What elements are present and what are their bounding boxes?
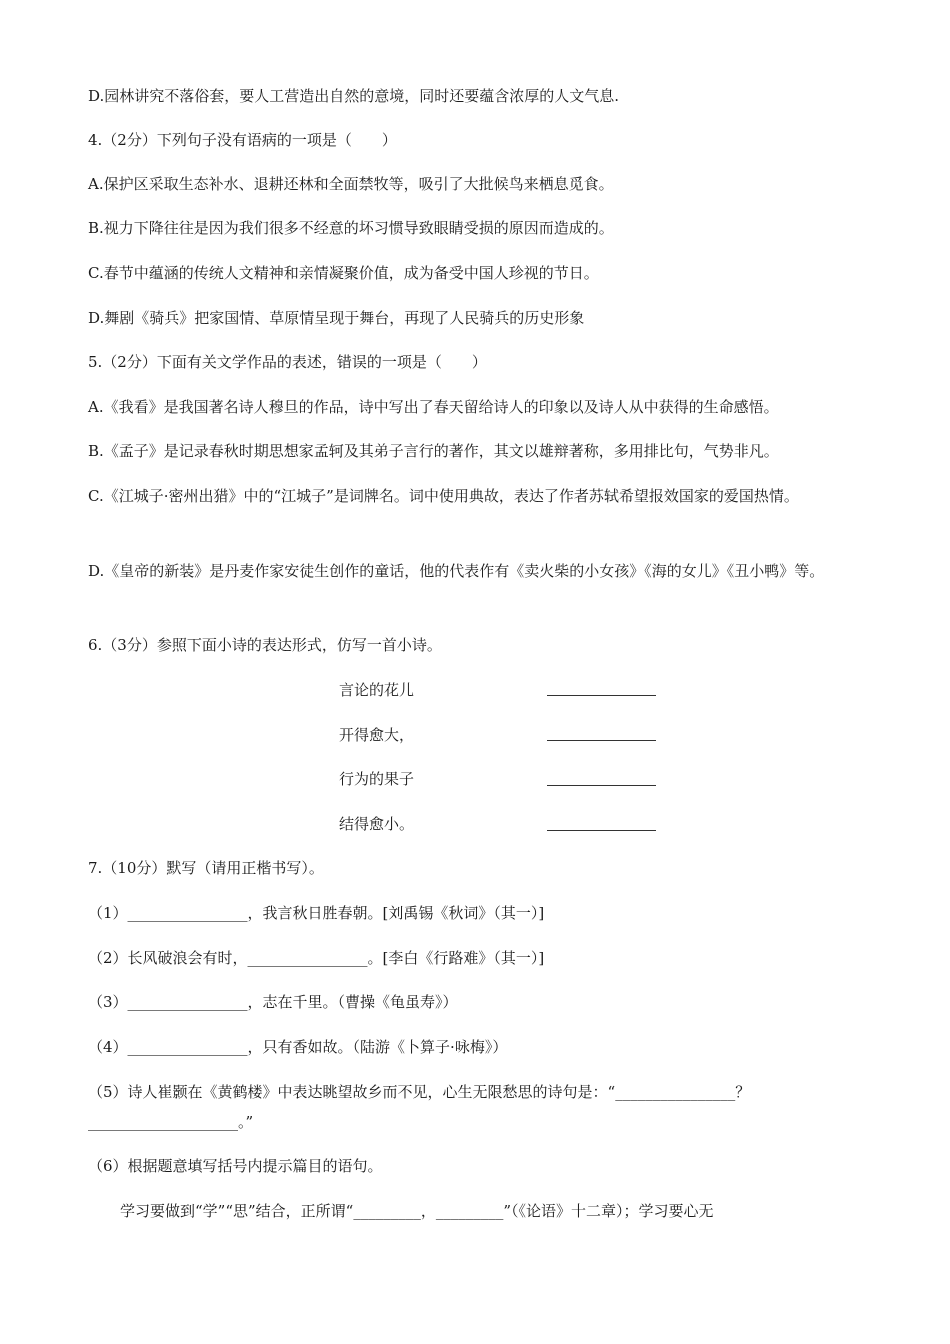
question-7-item-6: （6）根据题意填写括号内提示篇目的语句。 xyxy=(88,1157,383,1175)
poem-answer-blank-1[interactable] xyxy=(547,694,656,696)
poem-line-1: 言论的花儿 xyxy=(339,681,415,699)
question-5-option-b: B.《孟子》是记录春秋时期思想家孟轲及其弟子言行的著作，其文以雄辩著称，多用排比句，气势非凡。 xyxy=(88,442,779,460)
question-7-item-6-text: 学习要做到“学”“思”结合，正所谓“_________，_________”（《论语》十二章）；学习要心无 xyxy=(120,1202,714,1220)
question-7-item-1: （1）________________，我言秋日胜春朝。[刘禹锡《秋词》（其一）] xyxy=(88,904,545,922)
question-7-item-4: （4）________________，只有香如故。（陆游《卜算子·咏梅》） xyxy=(88,1038,508,1056)
poem-answer-blank-2[interactable] xyxy=(547,739,656,741)
question-5-option-d: D.《皇帝的新装》是丹麦作家安徒生创作的童话，他的代表作有《卖火柴的小女孩》《海的女儿》《丑小鸭》等。 xyxy=(88,562,825,580)
question-7-item-3: （3）________________，志在千里。（曹操《龟虽寿》） xyxy=(88,993,458,1011)
question-4-option-d: D.舞剧《骑兵》把家国情、草原情呈现于舞台，再现了人民骑兵的历史形象 xyxy=(88,309,585,327)
poem-answer-blank-4[interactable] xyxy=(547,829,656,831)
question-3-option-d: D.园林讲究不落俗套，要人工营造出自然的意境，同时还要蕴含浓厚的人文气息. xyxy=(88,87,620,105)
question-4-option-b: B.视力下降往往是因为我们很多不经意的坏习惯导致眼睛受损的原因而造成的。 xyxy=(88,219,614,237)
question-7-stem: 7.（10分）默写（请用正楷书写）。 xyxy=(88,859,324,877)
question-5-option-a: A.《我看》是我国著名诗人穆旦的作品，诗中写出了春天留给诗人的印象以及诗人从中获得的生命感悟。 xyxy=(88,398,779,416)
poem-answer-blank-3[interactable] xyxy=(547,784,656,786)
question-4-option-c: C.春节中蕴涵的传统人文精神和亲情凝聚价值，成为备受中国人珍视的节日。 xyxy=(88,264,599,282)
question-4-stem: 4.（2分）下列句子没有语病的一项是（ ） xyxy=(88,131,397,149)
question-5-stem: 5.（2分）下面有关文学作品的表述，错误的一项是（ ） xyxy=(88,353,487,371)
poem-line-4: 结得愈小。 xyxy=(339,815,415,833)
poem-line-3: 行为的果子 xyxy=(339,770,415,788)
question-7-item-2: （2）长风破浪会有时，________________。[李白《行路难》（其一）] xyxy=(88,949,545,967)
question-6-stem: 6.（3分）参照下面小诗的表达形式，仿写一首小诗。 xyxy=(88,636,442,654)
question-4-option-a: A.保护区采取生态补水、退耕还林和全面禁牧等，吸引了大批候鸟来栖息觅食。 xyxy=(88,175,614,193)
question-7-item-5: （5）诗人崔颢在《黄鹤楼》中表达眺望故乡而不见，心生无限愁思的诗句是：“________________？____________________。” xyxy=(88,1083,751,1131)
question-5-option-c: C.《江城子·密州出猎》中的“江城子”是词牌名。词中使用典故，表达了作者苏轼希望报效国家的爱国热情。 xyxy=(88,487,799,505)
poem-line-2: 开得愈大， xyxy=(339,726,415,744)
